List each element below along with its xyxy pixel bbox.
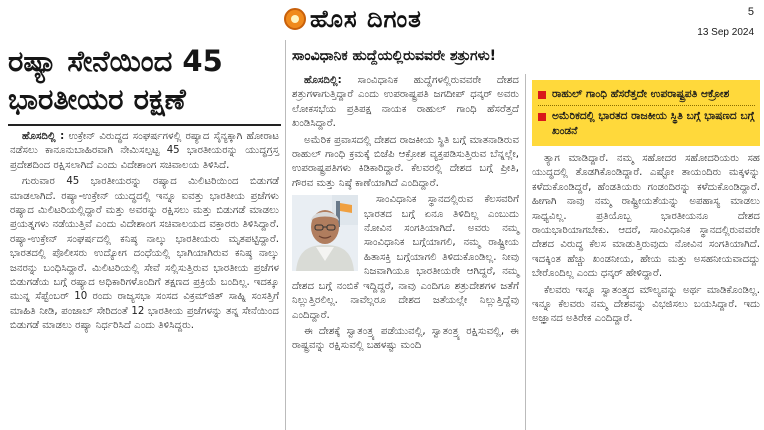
main-story-continued xyxy=(532,152,760,327)
left-story-dateline: ಹೊಸದಿಲ್ಲಿ : xyxy=(22,131,65,142)
left-headline-line-2: ಭಾರತೀಯರ ರಕ್ಷಣೆ xyxy=(8,82,186,116)
right-body-para-1: ತ್ಯಾಗ ಮಾಡಿದ್ದಾರೆ. ನಮ್ಮ ಸಹೋದರ ಸಹೋದರಿಯರು ಸಹ ಯುದ್ಧದಲ್ಲಿ ತೊಡಗಿಕೊಂಡಿದ್ದಾರೆ. ಎಷ್ಟೋ ತಾಯಂದಿರು ಮಕ್ಕಳನ್ನು ಕಳೆದುಕೊಂಡಿದ್ದರೆ, ಹೆಂಡತಿಯರು ಗಂಡಂದಿರನ್ನು ಕಳೆದುಕೊಂಡಿದ್ದಾರೆ. ಹೀಗಾಗಿ ನಾವು ನಮ್ಮ ರಾಷ್ಟ್ರೀಯತೆಯನ್ನು ಅಪಹಾಸ್ಯ ಮಾಡಲು ಸಾಧ್ಯವಿಲ್ಲ. ಪ್ರತಿಯೊಬ್ಬ ಭಾರತೀಯನೂ ದೇಶದ ರಾಯಭಾರಿಯಾಗಬೇಕು. ಆದರೆ, ಸಾಂವಿಧಾನಿಕ ಸ್ಥಾನದಲ್ಲಿರುವವರೇ ದೇಶದ ವಿರುದ್ಧ ಕೆಲಸ ಮಾಡುತ್ತಿರುವುದು ನೋವಿನ ಸಂಗತಿಯಾಗಿದೆ. ಇದಕ್ಕಿಂತ ಹೆಚ್ಚು ಖಂಡನೀಯ, ಹೇಯ ಮತ್ತು ಅಸಹನೀಯವಾದದ್ದು ಬೇರೊಂದಿಲ್ಲ ಎಂದು ಧನ್ಕರ್ ಹೇಳಿದ್ದಾರೆ. xyxy=(532,153,760,280)
masthead xyxy=(0,0,764,40)
left-story-para-1 xyxy=(10,130,279,173)
page-number: 5 xyxy=(747,6,754,18)
left-headline-line-1: ರಷ್ಯಾ ಸೇನೆಯಿಂದ 45 xyxy=(8,44,223,78)
red-square-bullet-icon xyxy=(538,91,546,99)
highlights-box xyxy=(532,80,760,146)
right-body-para-2: ಕೆಲವರು ಇನ್ನೂ ಸ್ವಾತಂತ್ರ್ಯದ ಮೌಲ್ಯವನ್ನು ಅರ್ಥ ಮಾಡಿಕೊಂಡಿಲ್ಲ. ಇನ್ನೂ ಕೆಲವರು ನಮ್ಮ ದೇಶವನ್ನು ವಿಭಜಿಸಲು ಬಯಸಿದ್ದಾರೆ. ಇದು ಅಜ್ಞಾನದ ಅತಿರೇಕ ಎಂದಿದ್ದಾರೆ. xyxy=(532,284,760,325)
left-story-headline xyxy=(4,42,285,118)
main-story-dateline: ಹೊಸದಿಲ್ಲಿ: xyxy=(304,75,342,86)
left-story-body xyxy=(4,130,285,334)
highlight-item-2-text: ಅಮೆರಿಕದಲ್ಲಿ ಭಾರತದ ರಾಜಕೀಯ ಸ್ಥಿತಿ ಬಗ್ಗೆ ಭಾಷಣದ ಬಗ್ಗೆ ಖಂಡನೆ xyxy=(552,110,755,137)
logo-text: ಹೊಸ ದಿಗಂತ xyxy=(310,5,422,33)
highlight-divider xyxy=(538,105,755,106)
newspaper-logo xyxy=(284,3,422,35)
red-square-bullet-icon xyxy=(538,113,546,121)
edition-date: 13 Sep 2024 xyxy=(697,27,754,38)
main-story-para-3: ಸಾಂವಿಧಾನಿಕ ಸ್ಥಾನದಲ್ಲಿರುವ ಕೆಲಸವರಿಗೆ ಭಾರತದ ಬಗ್ಗೆ ಏನೂ ತಿಳಿದಿಲ್ಲ ಎಂಬುದು ನೋವಿನ ಸಂಗತಿಯಾಗಿದೆ. ಅವರು ನಮ್ಮ ಸಾಂವಿಧಾನಿಕ ಬಗ್ಗೆಯಾಗಲಿ, ನಮ್ಮ ರಾಷ್ಟ್ರೀಯ ಹಿತಾಸಕ್ತಿ ಬಗ್ಗೆಯಾಗಲಿ ತಿಳಿದುಕೊಂಡಿಲ್ಲ. ನೀವು ನಿಜವಾಗಿಯೂ ಭಾರತೀಯರೇ ಆಗಿದ್ದರೆ, ನಮ್ಮ ದೇಶದ ಬಗ್ಗೆ ನಂಬಿಕೆ ಇದ್ದಿದ್ದರೆ, ನಾವು ಎಂದಿಗೂ ಶತ್ರುದೇಶಗಳ ಜತೆಗೆ ನಿಲ್ಲುತ್ತಿರಲಿಲ್ಲ. ನಾವೆಲ್ಲರೂ ದೇಶದ ಜತೆಯಲ್ಲೇ ನಿಲ್ಲುತ್ತಿದ್ದೆವು ಎಂದಿದ್ದಾರೆ. xyxy=(292,194,519,321)
main-story-para-4: ಈ ದೇಶಕ್ಕೆ ಸ್ವಾತಂತ್ರ್ಯ ಪಡೆಯುವಲ್ಲಿ, ಸ್ವಾತಂತ್ರ್ಯ ರಕ್ಷಿಸುವಲ್ಲಿ, ಈ ರಾಷ್ಟ್ರವನ್ನು ರಕ್ಷಿಸುವಲ್ಲಿ ಬಹಳಷ್ಟು ಮಂದಿ xyxy=(292,325,519,352)
main-story-para-1-text: ಸಾಂವಿಧಾನಿಕ ಹುದ್ದೆಗಳಲ್ಲಿರುವವರೇ ದೇಶದ ಶತ್ರುಗಳಾಗುತ್ತಿದ್ದಾರೆ ಎಂದು ಉಪರಾಷ್ಟ್ರಪತಿ ಜಗದೀಪ್ ಧನ್ಕರ್ ಅವರು ಲೋಕಸಭೆಯ ಪ್ರತಿಪಕ್ಷ ನಾಯಕ ರಾಹುಲ್ ಗಾಂಧಿ ಹೆಸರೆತ್ತದೆ ಖಂಡಿಸಿದ್ದಾರೆ. xyxy=(292,75,519,130)
highlight-item-2 xyxy=(538,109,755,139)
right-column xyxy=(532,80,760,430)
left-story-para-1-text: ಉಕ್ರೇನ್ ವಿರುದ್ಧದ ಸಂಘರ್ಷಗಳಲ್ಲಿ ರಷ್ಯಾದ ಸೈನ್ಯಕ್ಕಾಗಿ ಹೋರಾಟ ನಡೆಸಲು ಕಾನೂನುಬಾಹಿರವಾಗಿ ನೇಮಿಸಲ್ಪಟ್ಟ 45 ಭಾರತೀಯರನ್ನು ಯುದ್ಧಗ್ರಸ್ತ ಪ್ರದೇಶದಿಂದ ರಕ್ಷಿಸಲಾಗಿದೆ ಎಂದು ವಿದೇಶಾಂಗ ಸಚಿವಾಲಯ ತಿಳಿಸಿದೆ. xyxy=(10,131,279,171)
main-story-para-2: ಅಮೆರಿಕ ಪ್ರವಾಸದಲ್ಲಿ ದೇಶದ ರಾಜಕೀಯ ಸ್ಥಿತಿ ಬಗ್ಗೆ ಮಾತನಾಡಿರುವ ರಾಹುಲ್ ಗಾಂಧಿ ಕ್ರಮಕ್ಕೆ ಬಿಜೆಪಿ ಆಕ್ರೋಶ ವ್ಯಕ್ತಪಡಿಸುತ್ತಿರುವ ಬೆನ್ನಲ್ಲೇ, ಉಪರಾಷ್ಟ್ರಪತಿಗಳು ಕಿಡಿಕಾರಿದ್ದಾರೆ. ಕೆಲವರಲ್ಲಿ ದೇಶದ ಬಗ್ಗೆ ಪ್ರೀತಿ, ಗೌರವ ಮತ್ತು ನಿಷ್ಠೆ ಕಾಣೆಯಾಗಿದೆ ಎಂದಿದ್ದಾರೆ. xyxy=(292,134,519,189)
left-story-para-2: ಗುರುವಾರ 45 ಭಾರತೀಯರನ್ನು ರಷ್ಯಾದ ಮಿಲಿಟರಿಯಿಂದ ಬಿಡುಗಡೆ ಮಾಡಲಾಗಿದೆ. ರಷ್ಯಾ-ಉಕ್ರೇನ್ ಯುದ್ಧದಲ್ಲಿ ಇನ್ನೂ ಐವತ್ತು ಭಾರತೀಯ ಪ್ರಜೆಗಳು ರಷ್ಯಾದ ಮಿಲಿಟರಿಯಲ್ಲಿದ್ದಾರೆ ಮತ್ತು ಅವರನ್ನು ರಕ್ಷಿಸಲು ಮತ್ತು ಬಿಡುಗಡೆ ಮಾಡಲು ಪ್ರಯತ್ನಗಳು ನಡೆಯುತ್ತಿವೆ ಎಂದು ವಿದೇಶಾಂಗ ಸಚಿವಾಲಯದ ವಕ್ತಾರರು ತಿಳಿಸಿದ್ದಾರೆ. ರಷ್ಯಾ-ಉಕ್ರೇನ್ ಸಂಘರ್ಷದಲ್ಲಿ ಕನಿಷ್ಠ ನಾಲ್ಕು ಭಾರತೀಯರು ಮೃತಪಟ್ಟಿದ್ದಾರೆ. ಭಾರತದಲ್ಲಿ ಪೊಲೀಸರು ಉದ್ಯೋಗ ದಂಧೆಯಲ್ಲಿ ಭಾಗಿಯಾಗಿರುವ ಕನಿಷ್ಠ ನಾಲ್ಕು ಜನರನ್ನು ಬಂಧಿಸಿದ್ದಾರೆ. ಮಿಲಿಟರಿಯಲ್ಲಿ ಸೇವೆ ಸಲ್ಲಿಸುತ್ತಿರುವ ಭಾರತೀಯ ಪ್ರಜೆಗಳ ಬಿಡುಗಡೆಯ ಬಗ್ಗೆ ರಷ್ಯಾದ ಅಧಿಕಾರಿಗಳೊಂದಿಗೆ ತಕ್ಷಣದ ಪ್ರಕ್ರಿಯೆ ಬಂದಿಲ್ಲ. ಇದಕ್ಕೂ ಮುನ್ನ ಸೆಪ್ಟೆಂಬರ್ 10 ರಂದು ರಾಜ್ಯಸಭಾ ಸಂಸದ ವಿಕ್ರಮ್‌ಜಿತ್ ಸಾಹ್ನಿ ಸಂಸತ್ತಿಗೆ ಮಾಹಿತಿ ನೀಡಿ, ಪಂಜಾಬ್ ಸೇರಿದಂತೆ 12 ಭಾರತೀಯ ಪ್ರಜೆಗಳನ್ನು ತನ್ನ ಸೇನೆಯಿಂದ ಬಿಡುಗಡೆ ಮಾಡಲು ರಷ್ಯಾ ನಿರ್ಧರಿಸಿದೆ ಎಂದು ತಿಳಿಸಿದ್ದರು. xyxy=(10,176,279,332)
main-story-body xyxy=(292,74,526,430)
headline-rule xyxy=(8,124,281,126)
left-story xyxy=(4,40,286,430)
highlight-item-1-text: ರಾಹುಲ್ ಗಾಂಧಿ ಹೆಸರೆತ್ತದೇ ಉಪರಾಷ್ಟ್ರಪತಿ ಆಕ್ರೋಶ xyxy=(552,88,730,100)
highlight-item-1 xyxy=(538,87,755,102)
main-story-headline: ಸಾಂವಿಧಾನಿಕ ಹುದ್ದೆಯಲ್ಲಿರುವವರೇ ಶತ್ರುಗಳು! xyxy=(292,48,497,64)
vice-president-photo xyxy=(292,195,358,271)
sun-emblem-icon xyxy=(284,8,306,30)
main-story-para-1 xyxy=(292,74,519,132)
